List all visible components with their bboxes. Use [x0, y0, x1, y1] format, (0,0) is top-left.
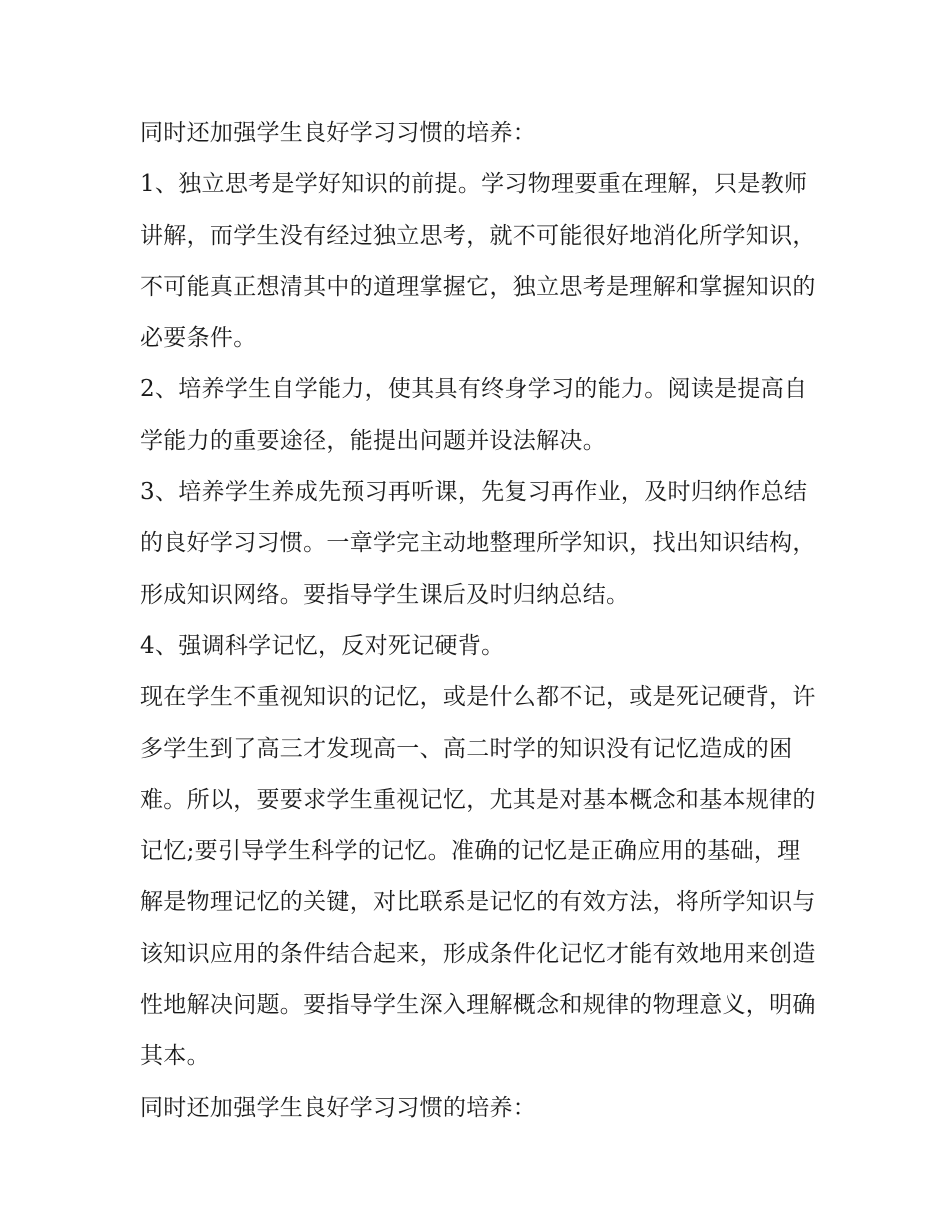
paragraph-outro: 同时还加强学生良好学习习惯的培养：: [140, 1094, 537, 1121]
document-body: [140, 108, 820, 1134]
paragraph-item-4: 4、强调科学记忆，反对死记硬背。: [140, 632, 505, 659]
paragraph-memory: 现在学生不重视知识的记忆，或是什么都不记，或是死记硬背，许多学生到了高三才发现高一、高二时学的知识没有记忆造成的困难。所以，要要求学生重视记忆，尤其是对基本概念和基本规律的记忆;要引导学生科学的记忆。准确的记忆是正确应用的基础，理解是物理记忆的关键，对比联系是记忆的有效方法，将所学知识与该知识应用的条件结合起来，形成条件化记忆才能有效地用来创造性地解决问题。要指导学生深入理解概念和规律的物理意义，明确其本。: [140, 684, 816, 1070]
paragraph-item-3: 3、培养学生养成先预习再听课，先复习再作业，及时归纳作总结的良好学习习惯。一章学完主动地整理所学知识，找出知识结构，形成知识网络。要指导学生课后及时归纳总结。: [140, 479, 816, 608]
paragraph-item-2: 2、培养学生自学能力，使其具有终身学习的能力。阅读是提高自学能力的重要途径，能提出问题并设法解决。: [140, 376, 808, 454]
paragraph-intro: 同时还加强学生良好学习习惯的培养：: [140, 120, 537, 146]
paragraph-item-1: 1、独立思考是学好知识的前提。学习物理要重在理解，只是教师讲解，而学生没有经过独立思考，就不可能很好地消化所学知识，不可能真正想清其中的道理掌握它，独立思考是理解和掌握知识的必要条件。: [140, 171, 816, 352]
